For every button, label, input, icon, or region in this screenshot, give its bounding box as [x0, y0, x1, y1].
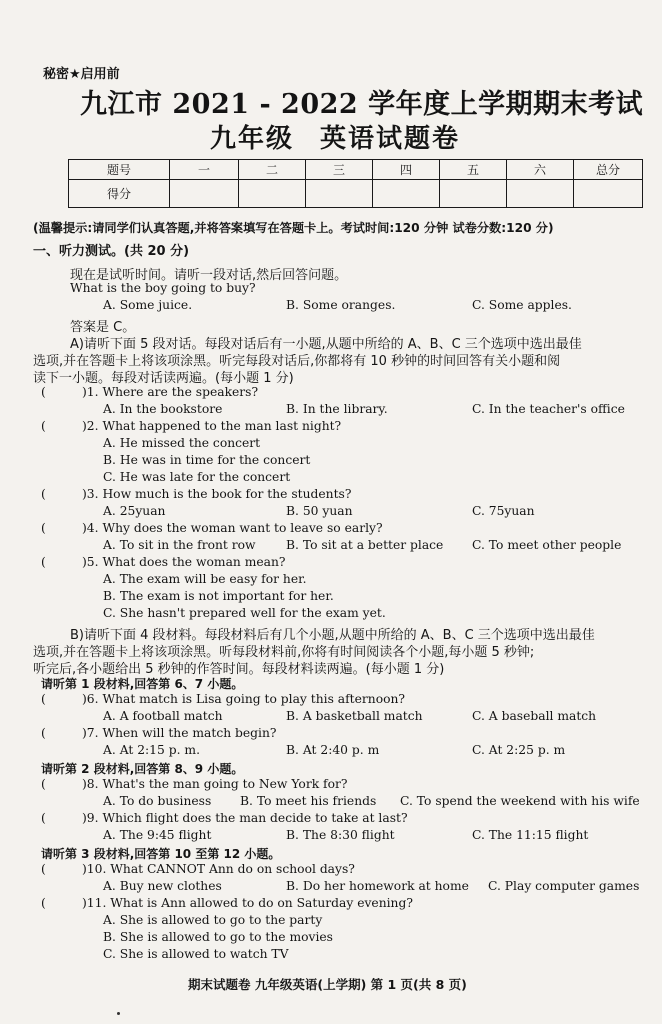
score-input-cell[interactable]: [507, 180, 574, 208]
option-c: C. A baseball match: [472, 709, 597, 723]
exam-hint: (温馨提示:请同学们认真答题,并将答案填写在答题卡上。考试时间:120 分钟 试卷分数:120 分): [33, 221, 554, 235]
option-c: C. He was late for the concert: [103, 470, 291, 484]
option-b: B. The exam is not important for her.: [103, 589, 334, 603]
score-cell: 一: [170, 160, 239, 180]
question-stem: )9. Which flight does the man decide to take at last?: [82, 811, 408, 825]
option-b: B. In the library.: [286, 402, 388, 416]
option-a: A. To do business: [103, 794, 212, 808]
answer-paren[interactable]: (: [41, 862, 46, 876]
option-b: B. He was in time for the concert: [103, 453, 311, 467]
option-a: A. 25yuan: [103, 504, 166, 518]
confidential-label: 秘密★启用前: [43, 67, 120, 82]
option-a: A. To sit in the front row: [103, 538, 256, 552]
grade-label: 九年级: [210, 124, 295, 154]
answer-paren[interactable]: (: [41, 811, 46, 825]
part-a-instruction-line: 读下一小题。每段对话读两遍。(每小题 1 分): [33, 371, 294, 386]
option-b: B. At 2:40 p. m: [286, 743, 380, 757]
example-question: What is the boy going to buy?: [70, 281, 256, 295]
option-b: B. The 8:30 flight: [286, 828, 395, 842]
option-c: C. She is allowed to watch TV: [103, 947, 289, 961]
option-c: C. She hasn't prepared well for the exam yet.: [103, 606, 386, 620]
score-table-header-row: [69, 160, 643, 180]
option-c: C. Play computer games: [488, 879, 640, 893]
question-stem: )8. What's the man going to New York for?: [82, 777, 348, 791]
score-table: [68, 159, 643, 208]
question-stem: )6. What match is Lisa going to play this afternoon?: [82, 692, 406, 706]
exam-title: 九江市 2021 - 2022 学年度上学期期末考试: [80, 89, 644, 120]
question-stem: )2. What happened to the man last night?: [82, 419, 342, 433]
score-input-cell[interactable]: [170, 180, 239, 208]
question-stem: )11. What is Ann allowed to do on Saturday evening?: [82, 896, 413, 910]
example-option-b: B. Some oranges.: [286, 298, 396, 312]
listen-instruction: 请听第 3 段材料,回答第 10 至第 12 小题。: [41, 847, 281, 861]
question-stem: )5. What does the woman mean?: [82, 555, 286, 569]
option-b: B. A basketball match: [286, 709, 423, 723]
answer-paren[interactable]: (: [41, 896, 46, 910]
example-option-a: A. Some juice.: [103, 298, 193, 312]
option-b: B. To sit at a better place: [286, 538, 444, 552]
example-intro: 现在是试听时间。请听一段对话,然后回答问题。: [70, 268, 348, 283]
score-input-cell[interactable]: [373, 180, 440, 208]
part-b-instruction-line: B)请听下面 4 段材料。每段材料后有几个小题,从题中所给的 A、B、C 三个选项中选出最佳: [70, 628, 595, 643]
part-a-instruction-line: 选项,并在答题卡上将该项涂黑。听完每段对话后,你都将有 10 秒钟的时间回答有关小题和阅: [33, 354, 561, 369]
score-input-cell[interactable]: [574, 180, 643, 208]
exam-subtitle: [210, 118, 460, 155]
option-b: B. Do her homework at home: [286, 879, 469, 893]
score-input-cell[interactable]: [239, 180, 306, 208]
part-b-instruction-line: 听完后,各小题给出 5 秒钟的作答时间。每段材料读两遍。(每小题 1 分): [33, 662, 445, 677]
answer-paren[interactable]: (: [41, 521, 46, 535]
option-c: C. The 11:15 flight: [472, 828, 589, 842]
option-c: C. 75yuan: [472, 504, 535, 518]
score-cell: 六: [507, 160, 574, 180]
score-cell: 总分: [574, 160, 643, 180]
option-a: A. The 9:45 flight: [103, 828, 212, 842]
subject-label: 英语试题卷: [320, 124, 461, 154]
scan-speck: [117, 1012, 120, 1015]
answer-paren[interactable]: (: [41, 726, 46, 740]
answer-paren[interactable]: (: [41, 692, 46, 706]
score-row-label: 得分: [69, 180, 170, 208]
answer-paren[interactable]: (: [41, 385, 46, 399]
answer-paren[interactable]: (: [41, 419, 46, 433]
answer-paren[interactable]: (: [41, 487, 46, 501]
score-cell: 题号: [69, 160, 170, 180]
part-a-instruction-line: A)请听下面 5 段对话。每段对话后有一小题,从题中所给的 A、B、C 三个选项中选出最佳: [70, 337, 582, 352]
answer-paren[interactable]: (: [41, 777, 46, 791]
question-stem: )10. What CANNOT Ann do on school days?: [82, 862, 355, 876]
option-c: C. At 2:25 p. m: [472, 743, 566, 757]
example-option-c: C. Some apples.: [472, 298, 572, 312]
score-cell: 五: [440, 160, 507, 180]
score-input-cell[interactable]: [440, 180, 507, 208]
option-c: C. To meet other people: [472, 538, 622, 552]
example-answer: 答案是 C。: [70, 320, 136, 335]
option-c: C. To spend the weekend with his wife: [400, 794, 640, 808]
question-stem: )7. When will the match begin?: [82, 726, 277, 740]
option-b: B. She is allowed to go to the movies: [103, 930, 333, 944]
section-heading-listening: 一、听力测试。(共 20 分): [33, 244, 190, 259]
option-a: A. She is allowed to go to the party: [103, 913, 323, 927]
option-a: A. At 2:15 p. m.: [103, 743, 200, 757]
listen-instruction: 请听第 2 段材料,回答第 8、9 小题。: [41, 762, 244, 776]
score-table-score-row: [69, 180, 643, 208]
listen-instruction: 请听第 1 段材料,回答第 6、7 小题。: [41, 677, 244, 691]
part-b-instruction-line: 选项,并在答题卡上将该项涂黑。听每段材料前,你将有时间阅读各个小题,每小题 5 秒钟;: [33, 645, 535, 660]
score-cell: 三: [306, 160, 373, 180]
answer-paren[interactable]: (: [41, 555, 46, 569]
option-a: A. The exam will be easy for her.: [103, 572, 307, 586]
option-b: B. 50 yuan: [286, 504, 353, 518]
option-a: A. Buy new clothes: [103, 879, 222, 893]
option-b: B. To meet his friends: [240, 794, 377, 808]
option-a: A. In the bookstore: [103, 402, 223, 416]
page-footer: 期末试题卷 九年级英语(上学期) 第 1 页(共 8 页): [188, 977, 467, 992]
option-a: A. He missed the concert: [103, 436, 261, 450]
question-stem: )4. Why does the woman want to leave so early?: [82, 521, 383, 535]
question-stem: )1. Where are the speakers?: [82, 385, 259, 399]
option-a: A. A football match: [103, 709, 223, 723]
question-stem: )3. How much is the book for the students?: [82, 487, 352, 501]
score-cell: 二: [239, 160, 306, 180]
score-cell: 四: [373, 160, 440, 180]
option-c: C. In the teacher's office: [472, 402, 625, 416]
score-input-cell[interactable]: [306, 180, 373, 208]
